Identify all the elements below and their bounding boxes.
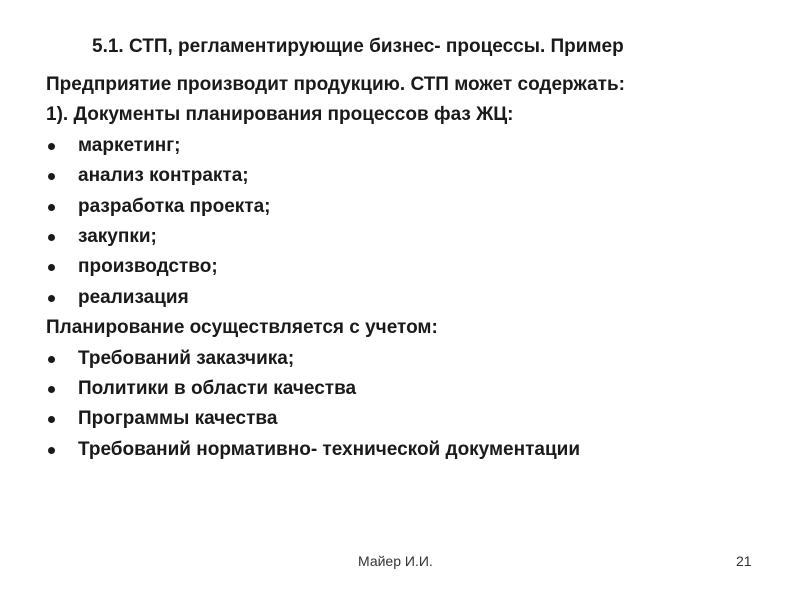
bullet-icon xyxy=(48,386,55,393)
bullet-icon xyxy=(48,295,55,302)
section-heading-planning-considerations: Планирование осуществляется с учетом: xyxy=(46,317,438,339)
list-item-label: производство; xyxy=(78,256,218,278)
list-item-label: закупки; xyxy=(78,225,157,247)
list-item-label: Программы качества xyxy=(78,408,278,430)
list-item-label: реализация xyxy=(78,286,189,308)
list-item-phase xyxy=(46,131,776,161)
bullet-icon xyxy=(48,416,55,423)
list-item-phase xyxy=(46,222,776,252)
bullet-icon xyxy=(48,356,55,363)
list-item-label: Требований нормативно- технической документации xyxy=(78,438,581,460)
list-item-label: Политики в области качества xyxy=(78,377,357,399)
page-number: 21 xyxy=(736,553,752,569)
list-item-consideration xyxy=(46,404,776,434)
intro-text: Предприятие производит продукцию. СТП может содержать: xyxy=(46,74,625,95)
list-item-label: Требований заказчика; xyxy=(78,347,295,369)
list-item-phase xyxy=(46,192,776,222)
list-item-label: маркетинг; xyxy=(78,134,181,156)
list-item-phase xyxy=(46,161,776,191)
bullet-icon xyxy=(48,234,55,241)
list-item-consideration xyxy=(46,435,776,465)
slide-title: 5.1. СТП, регламентирующие бизнес- процессы. Пример xyxy=(92,36,624,57)
list-item-label: анализ контракта; xyxy=(78,165,249,187)
list-item-phase xyxy=(46,283,776,313)
bullet-icon xyxy=(48,204,55,211)
list-item-phase xyxy=(46,252,776,282)
bullet-icon xyxy=(48,264,55,271)
list-item-label: разработка проекта; xyxy=(78,195,271,217)
list-item-consideration xyxy=(46,374,776,404)
footer-author: Майер И.И. xyxy=(358,553,433,569)
bullet-icon xyxy=(48,173,55,180)
list-item-consideration xyxy=(46,344,776,374)
bullet-icon xyxy=(48,447,55,454)
section-heading-planning-documents: 1). Документы планирования процессов фаз ЖЦ: xyxy=(46,104,514,126)
slide-body xyxy=(46,70,776,465)
bullet-icon xyxy=(48,143,55,150)
